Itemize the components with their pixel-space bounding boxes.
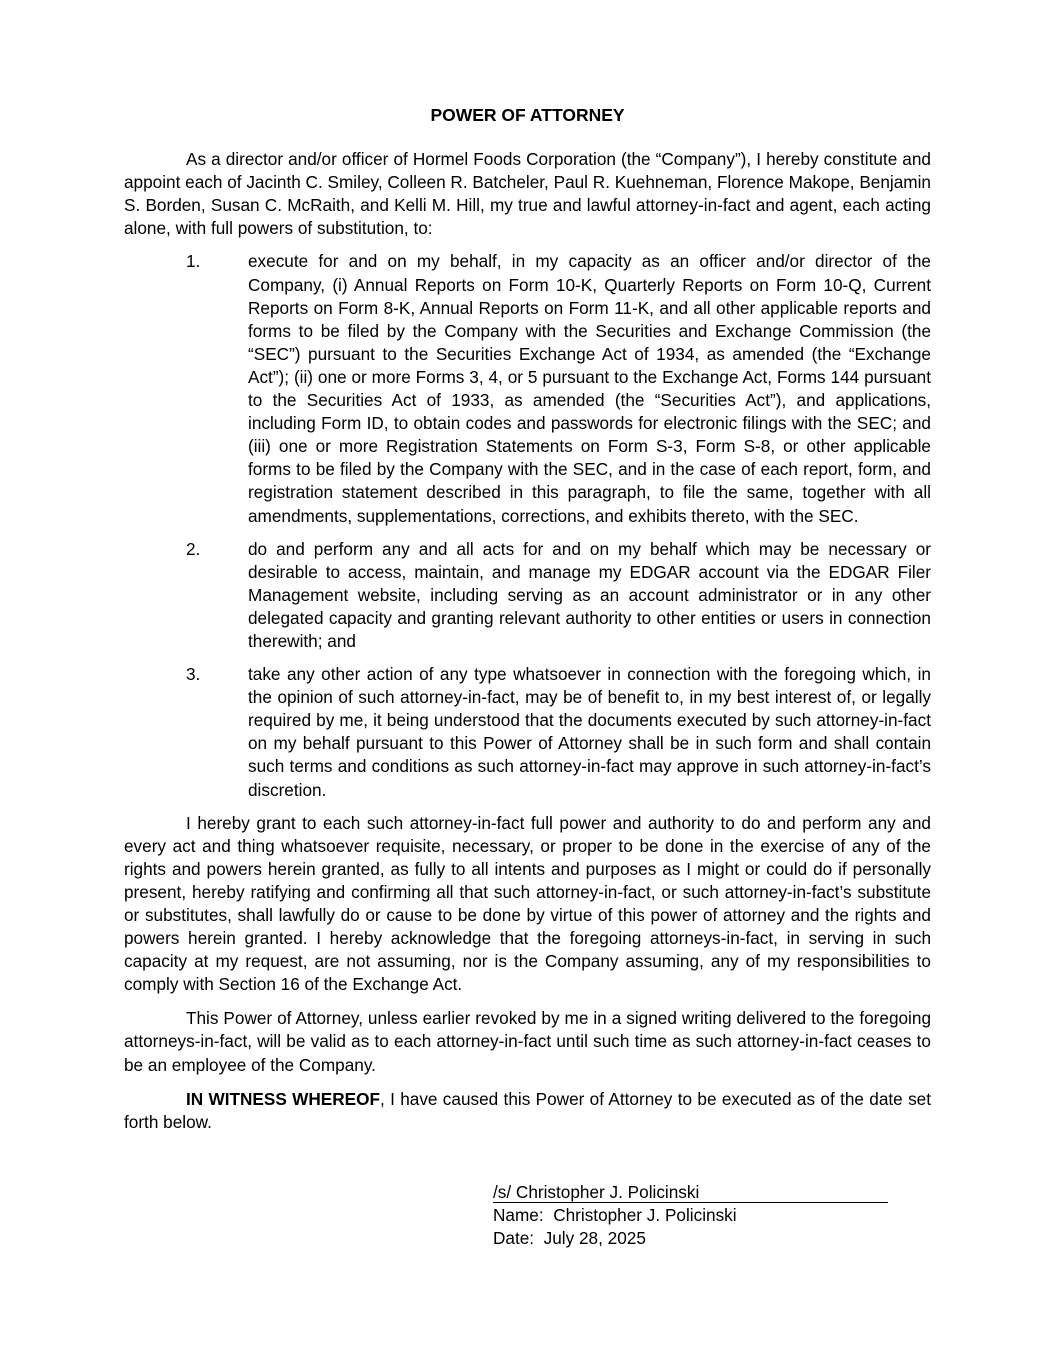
witness-paragraph <box>124 1088 931 1134</box>
validity-paragraph: This Power of Attorney, unless earlier revoked by me in a signed writing delivered to the foregoing attorneys-in-fact, will be valid as to each attorney-in-fact until such time as such attorney-in-fact ceases to be an employee of the Company. <box>124 1008 931 1075</box>
list-item-number: 1. <box>186 251 201 272</box>
name-value: Christopher J. Policinski <box>553 1205 737 1226</box>
powers-list <box>124 250 931 801</box>
document-title: POWER OF ATTORNEY <box>430 105 625 125</box>
signature-line <box>493 1182 888 1203</box>
list-item-text: execute for and on my behalf, in my capacity as an officer and/or director of the Company, (i) Annual Reports on Form 10-K, Quarterly Reports on Form 10-Q, Current Reports on Form 8-K, Annual Reports on Form 11-K, and all other applicable reports and forms to be filed by the Company with the Securities and Exchange Commission (the “SEC”) pursuant to the Securities Exchange Act of 1934, as amended (the “Exchange Act”); (ii) one or more Forms 3, 4, or 5 pursuant to the Exchange Act, Forms 144 pursuant to the Securities Act of 1933, as amended (the “Securities Act”), and applications, including Form ID, to obtain codes and passwords for electronic filings with the SEC; and (iii) one or more Registration Statements on Form S-3, Form S-8, or other applicable forms to be filed by the Company with the SEC, and in the case of each report, form, and registration statement described in this paragraph, to file the same, together with all amendments, supplementations, corrections, and exhibits thereto, with the SEC. <box>248 251 931 526</box>
list-item <box>124 663 931 802</box>
date-value: July 28, 2025 <box>543 1228 646 1249</box>
witness-bold-lead: IN WITNESS WHEREOF <box>186 1088 380 1109</box>
list-item-text: do and perform any and all acts for and on my behalf which may be necessary or desirable to access, maintain, and manage my EDGAR account via the EDGAR Filer Management website, including serving as an account administrator or in any other delegated capacity and granting relevant authority to other entities or users in connection therewith; and <box>248 538 931 651</box>
list-item-text: take any other action of any type whatsoever in connection with the foregoing which, in the opinion of such attorney-in-fact, may be of benefit to, in my best interest of, or legally required by me, it being understood that the documents executed by such attorney-in-fact on my behalf pursuant to this Power of Attorney shall be in such form and shall contain such terms and conditions as such attorney-in-fact may approve in such attorney-in-fact’s discretion. <box>248 664 931 800</box>
signature-date-row <box>493 1227 893 1250</box>
signature-text: /s/ Christopher J. Policinski <box>493 1182 700 1202</box>
grant-paragraph: I hereby grant to each such attorney-in-fact full power and authority to do and perform any and every act and thing whatsoever requisite, necessary, or proper to be done in the exercise of any of the rights and powers herein granted, as fully to all intents and purposes as I might or could do if personally present, hereby ratifying and confirming all that such attorney-in-fact, or such attorney-in-fact’s substitute or substitutes, shall lawfully do or cause to be done by virtue of this power of attorney and the rights and powers herein granted. I hereby acknowledge that the foregoing attorneys-in-fact, in serving in such capacity at my request, are not assuming, nor is the Company assuming, any of my responsibilities to comply with Section 16 of the Exchange Act. <box>124 812 931 995</box>
intro-paragraph: As a director and/or officer of Hormel Foods Corporation (the “Company”), I hereby constitute and appoint each of Jacinth C. Smiley, Colleen R. Batcheler, Paul R. Kuehneman, Florence Makope, Benjamin S. Borden, Susan C. McRaith, and Kelli M. Hill, my true and lawful attorney-in-fact and agent, each acting alone, with full powers of substitution, to: <box>124 149 931 239</box>
list-item-number: 2. <box>186 538 201 559</box>
list-item <box>124 250 931 527</box>
name-label: Name: <box>493 1205 544 1226</box>
list-item <box>124 538 931 653</box>
signature-block <box>493 1181 893 1250</box>
document-body <box>124 104 931 1134</box>
signature-name-row <box>493 1204 893 1227</box>
list-item-number: 3. <box>186 664 201 685</box>
witness-text: , I have caused this Power of Attorney to be executed as of the date set forth below. <box>124 1088 931 1132</box>
date-label: Date: <box>493 1228 535 1249</box>
